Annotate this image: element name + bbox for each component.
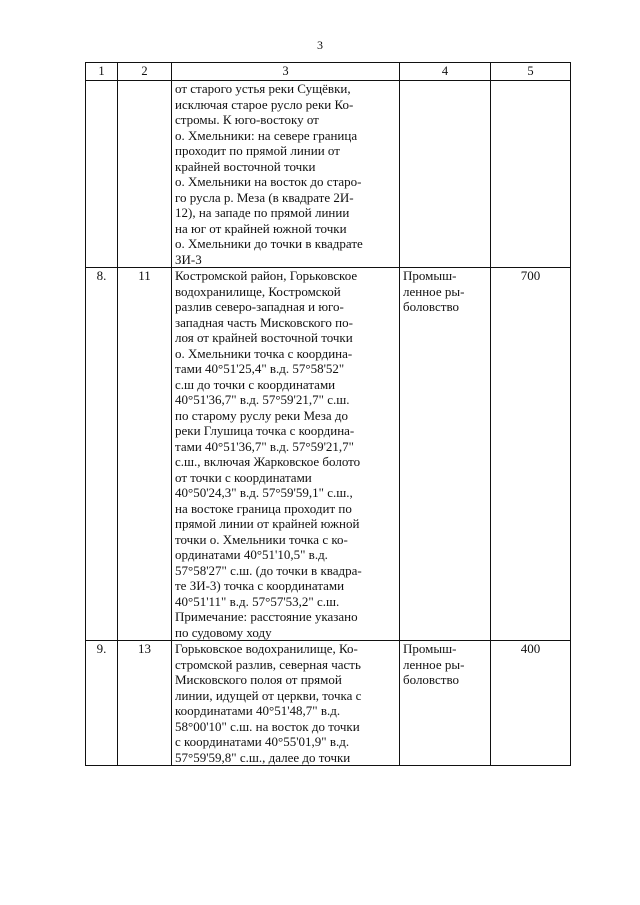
area-code-cell [118, 268, 172, 641]
row-number-cell [86, 81, 118, 268]
usage-type-line: ленное ры- [403, 656, 465, 672]
description-line: о. Хмельники на восток до старо- [175, 174, 362, 189]
usage-type-line: Промыш- [403, 268, 457, 283]
description-line: 40°50'24,3" в.д. 57°59'59,1" с.ш., [175, 485, 353, 500]
description-line: стромской разлив, северная часть [175, 656, 361, 672]
description-cell [172, 268, 400, 641]
description-line: на юг от крайней южной точки [175, 220, 347, 236]
description-line: ординатами 40°51'10,5" в.д. [175, 547, 328, 562]
description-line: по старому руслу реки Меза до [175, 407, 349, 423]
header-cell-5: 5 [491, 63, 571, 81]
description-line: 57°58'27" с.ш. (до точки в квадра- [175, 562, 362, 578]
description-line: от старого устья реки Сущёвки, [175, 81, 351, 96]
description-line: проходит по прямой линии от [175, 143, 340, 158]
description-line: с.ш до точки с координатами [175, 376, 336, 392]
table-row [86, 268, 571, 641]
usage-type-line: боловство [403, 672, 459, 687]
description-line: лоя от крайней восточной точки [175, 330, 353, 345]
description-cell [172, 81, 400, 268]
description-line: 58°00'10" с.ш. на восток до точки [175, 718, 360, 734]
description-line: о. Хмельники: на севере граница [175, 127, 358, 143]
value-cell [491, 81, 571, 268]
description-line: прямой линии от крайней южной [175, 516, 360, 531]
value-cell [491, 268, 571, 641]
description-line: крайней восточной точки [175, 158, 316, 174]
header-row [86, 63, 571, 81]
description-line: стромы. К юго-востоку от [175, 112, 319, 127]
description-line: 40°51'36,7" в.д. 57°59'21,7" с.ш. [175, 392, 350, 407]
description-line: координатами 40°51'48,7" в.д. [175, 703, 341, 718]
table-row [86, 81, 571, 268]
header-cell-4: 4 [400, 63, 491, 81]
description-line: исключая старое русло реки Ко- [175, 96, 354, 112]
usage-type-line: Промыш- [403, 641, 457, 656]
area-value: 400 [520, 641, 541, 656]
description-line: Костромской район, Горьковское [175, 268, 358, 283]
description-line: о. Хмельники точка с координа- [175, 345, 353, 361]
description-line: тами 40°51'36,7" в.д. 57°59'21,7" [175, 438, 354, 454]
description-cell [172, 641, 400, 766]
page-number: 3 [317, 38, 323, 52]
header-cell-3: 3 [172, 63, 400, 81]
area-code-cell [118, 81, 172, 268]
description-line: о. Хмельники до точки в квадрате [175, 236, 363, 251]
area-code-cell [118, 641, 172, 766]
description-line: по судовому ходу [175, 624, 272, 640]
row-number-cell [86, 641, 118, 766]
area-code: 13 [138, 641, 151, 656]
description-line: точки о. Хмельники точка с ко- [175, 531, 348, 547]
area-code: 11 [138, 268, 151, 283]
description-line: го русла р. Меза (в квадрате 2И- [175, 189, 354, 205]
description-line: западная часть Мисковского по- [175, 314, 353, 330]
fishing-areas-table [85, 62, 571, 766]
area-value: 700 [520, 268, 541, 283]
description-line: от точки с координатами [175, 469, 312, 485]
header-cell-2: 2 [118, 63, 172, 81]
description-line: разлив северо-западная и юго- [175, 299, 344, 314]
header-cell-1: 1 [86, 63, 118, 81]
description-line: ЗИ-3 [175, 251, 202, 267]
description-line: те ЗИ-3) точка с координатами [175, 578, 345, 593]
row-number: 8. [96, 268, 107, 283]
description-line: на востоке граница проходит по [175, 500, 352, 516]
description-line: тами 40°51'25,4" в.д. 57°58'52" [175, 361, 345, 376]
usage-type-cell [400, 81, 491, 268]
usage-type-cell [400, 641, 491, 766]
value-cell [491, 641, 571, 766]
description-line: Горьковское водохранилище, Ко- [175, 641, 358, 656]
description-line: линии, идущей от церкви, точка с [175, 687, 362, 703]
description-line: 12), на западе по прямой линии [175, 205, 350, 220]
row-number-cell [86, 268, 118, 641]
description-line: водохранилище, Костромской [175, 283, 341, 299]
description-line: с.ш., включая Жарковское болото [175, 454, 361, 469]
description-line: с координатами 40°55'01,9" в.д. [175, 734, 350, 749]
usage-type-line: ленное ры- [403, 283, 465, 299]
description-line: Мисковского полоя от прямой [175, 672, 342, 687]
usage-type-cell [400, 268, 491, 641]
table-row [86, 641, 571, 766]
description-line: реки Глушица точка с координа- [175, 423, 355, 438]
row-number: 9. [96, 641, 107, 656]
usage-type-line: боловство [403, 299, 459, 314]
description-line: Примечание: расстояние указано [175, 609, 358, 624]
description-line: 57°59'59,8" с.ш., далее до точки [175, 749, 351, 765]
description-line: 40°51'11" в.д. 57°57'53,2" с.ш. [175, 593, 340, 609]
